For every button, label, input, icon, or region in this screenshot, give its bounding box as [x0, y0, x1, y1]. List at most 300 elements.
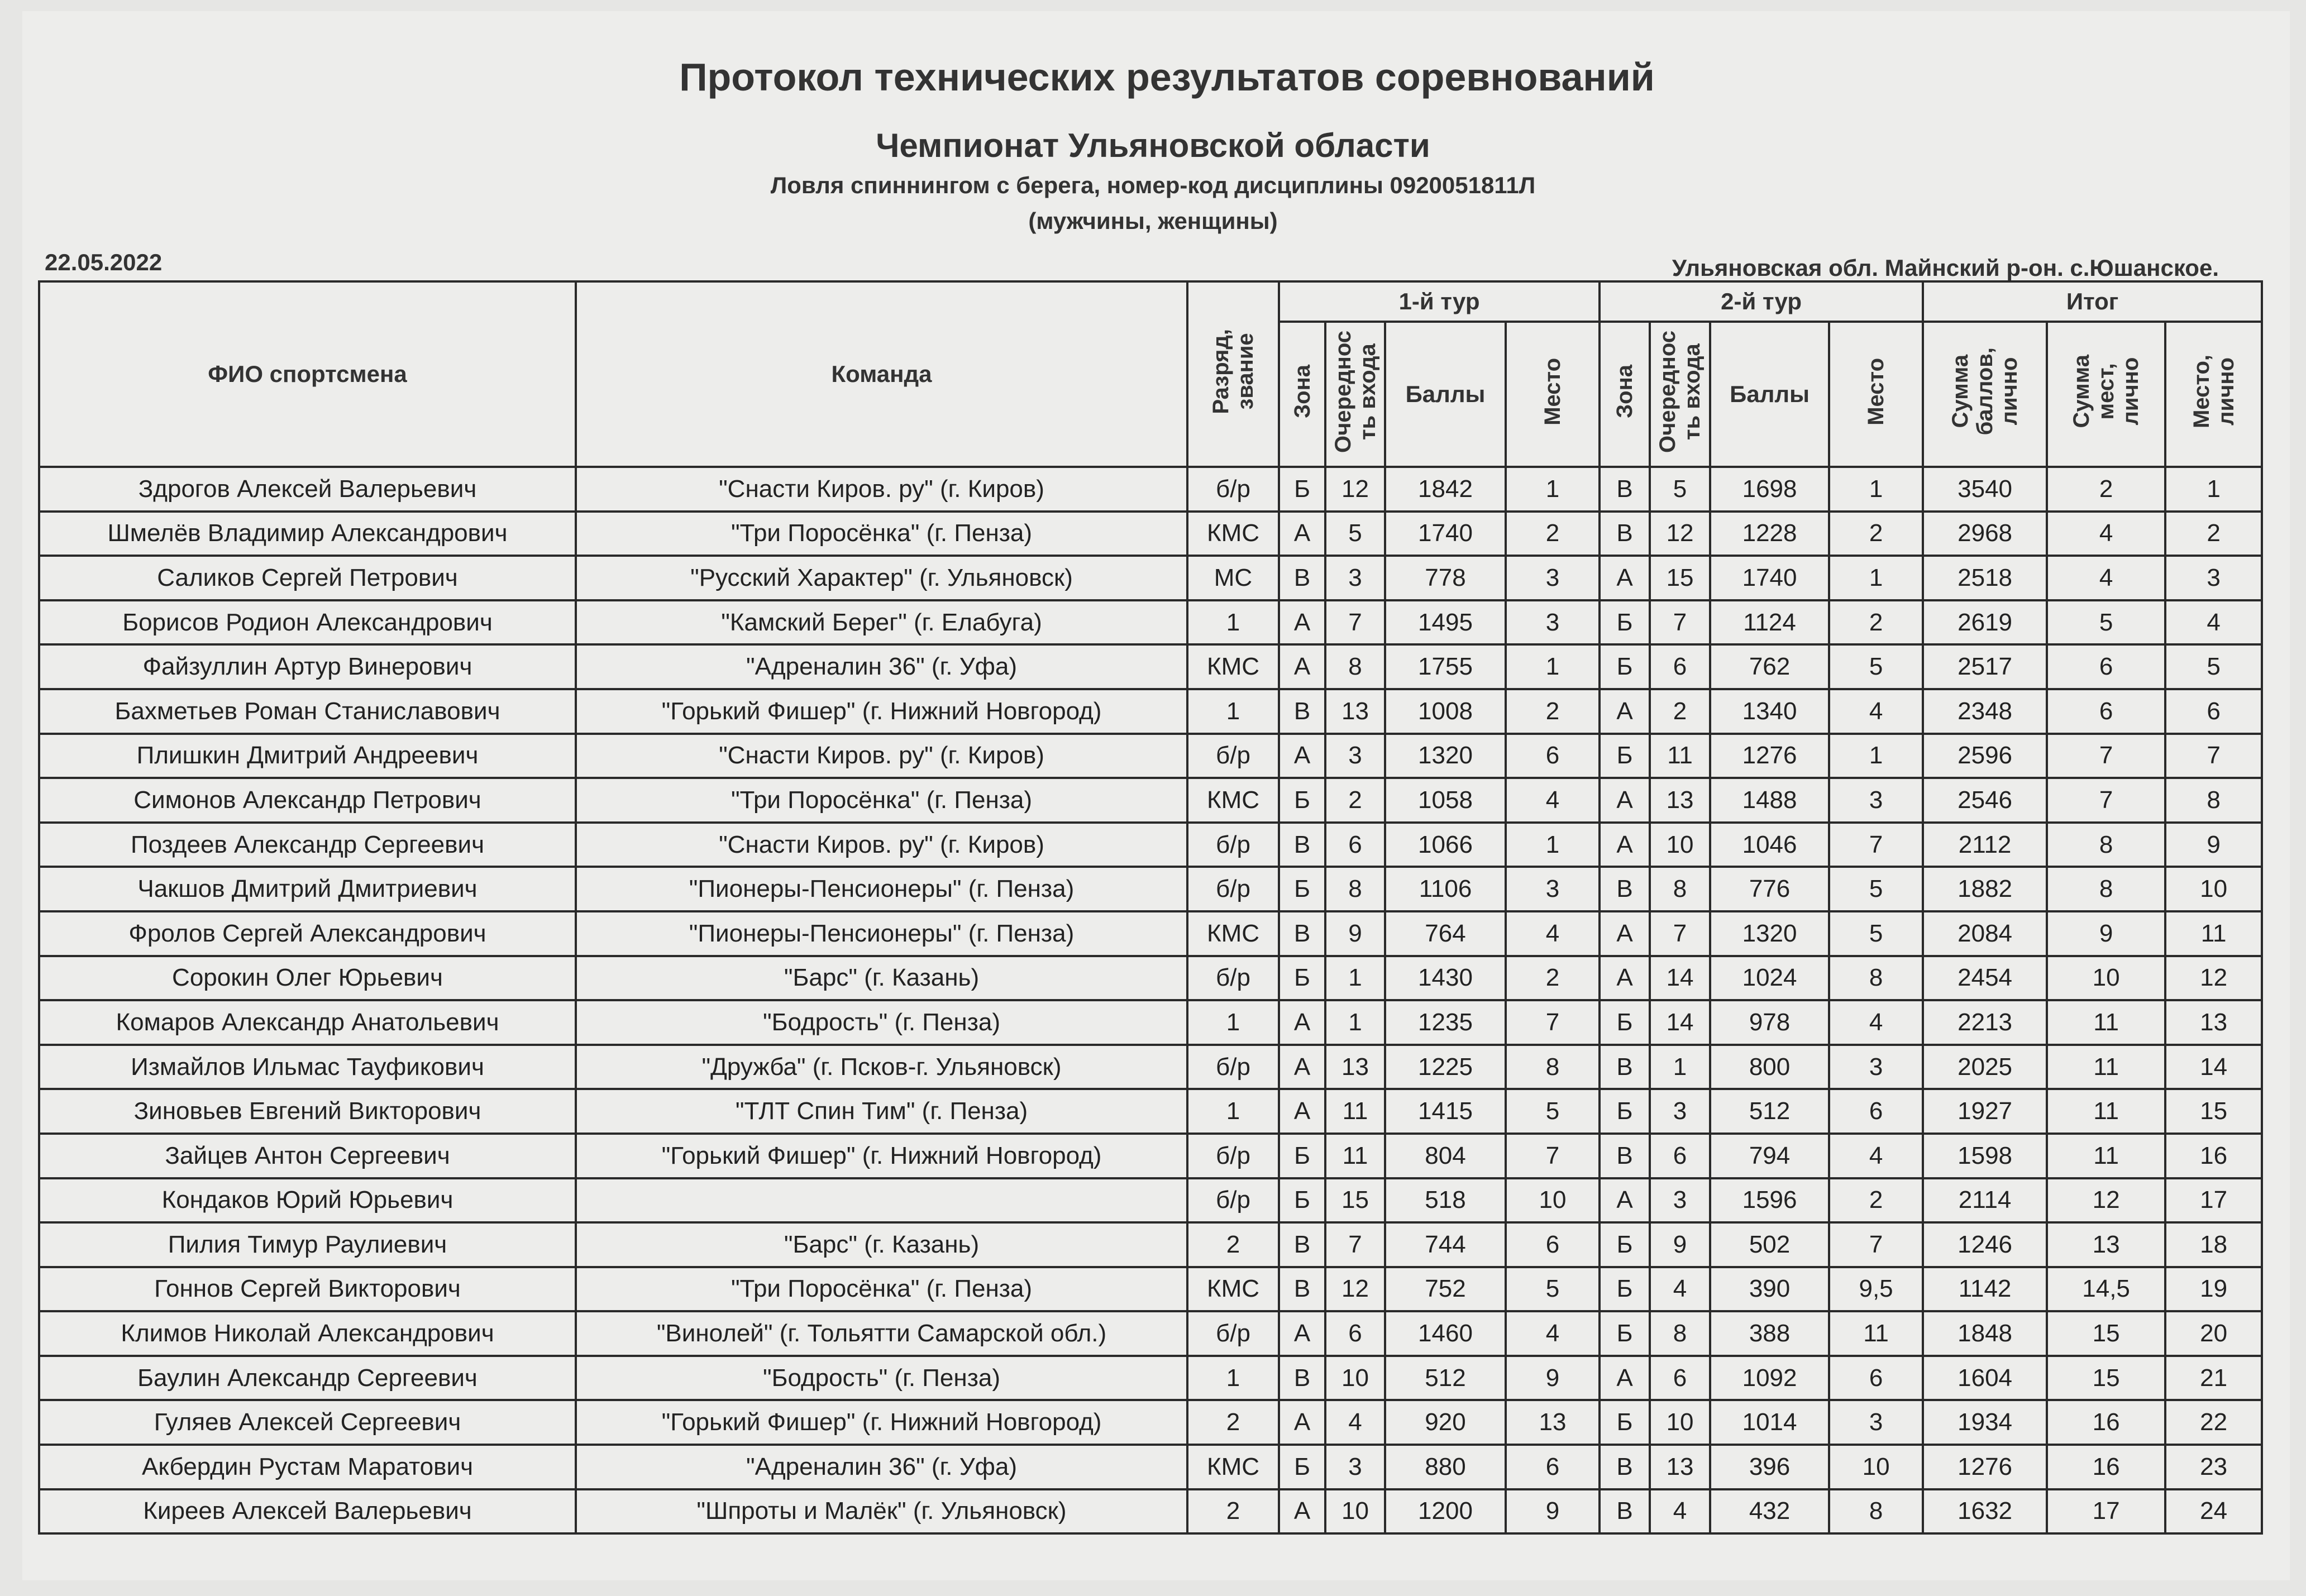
cell-team: "Снасти Киров. ру" (г. Киров) — [576, 467, 1187, 512]
cell-final-place: 1 — [2165, 467, 2262, 512]
cell-r1-place: 1 — [1506, 467, 1600, 512]
cell-r2-points: 1124 — [1710, 600, 1829, 645]
cell-rank: 1 — [1187, 689, 1279, 734]
cell-sum-points: 2348 — [1923, 689, 2047, 734]
table-row — [39, 1356, 2262, 1401]
cell-r2-zone: В — [1600, 867, 1650, 911]
cell-athlete-name: Зиновьев Евгений Викторович — [39, 1089, 576, 1134]
header-team: Команда — [576, 281, 1187, 467]
header-sum-places-label: Сумма мест, лично — [2069, 355, 2143, 428]
header-r1-zone-label: Зона — [1290, 365, 1315, 418]
table-row — [39, 1045, 2262, 1090]
cell-rank: 1 — [1187, 1356, 1279, 1401]
cell-final-place: 4 — [2165, 600, 2262, 645]
table-row — [39, 1089, 2262, 1134]
discipline-line: Ловля спиннингом с берега, номер-код дисциплины 0920051811Л — [770, 172, 1536, 198]
cell-r2-order: 8 — [1650, 1311, 1710, 1356]
cell-r1-order: 2 — [1325, 778, 1385, 823]
cell-r1-place: 2 — [1506, 512, 1600, 556]
cell-r2-order: 1 — [1650, 1045, 1710, 1090]
cell-final-place: 20 — [2165, 1311, 2262, 1356]
cell-sum-points: 2025 — [1923, 1045, 2047, 1090]
cell-r1-points: 518 — [1385, 1178, 1506, 1223]
cell-rank: КМС — [1187, 1445, 1279, 1489]
table-row — [39, 644, 2262, 689]
cell-r2-order: 5 — [1650, 467, 1710, 512]
cell-r1-place: 7 — [1506, 1000, 1600, 1045]
cell-sum-points: 1246 — [1923, 1222, 2047, 1267]
cell-rank: 1 — [1187, 1000, 1279, 1045]
cell-r2-points: 776 — [1710, 867, 1829, 911]
gender-line: (мужчины, женщины) — [1028, 208, 1278, 234]
cell-final-place: 2 — [2165, 512, 2262, 556]
cell-r2-points: 1228 — [1710, 512, 1829, 556]
cell-rank: б/р — [1187, 956, 1279, 1001]
cell-r1-zone: Б — [1279, 1134, 1325, 1178]
cell-r2-zone: А — [1600, 956, 1650, 1001]
header-sum-points — [1923, 322, 2047, 467]
cell-sum-points: 2084 — [1923, 911, 2047, 956]
cell-r1-order: 7 — [1325, 1222, 1385, 1267]
cell-r2-zone: В — [1600, 1489, 1650, 1534]
header-final-place-label: Место, лично — [2189, 355, 2238, 428]
championship-title: Чемпионат Ульяновской области — [876, 127, 1430, 164]
cell-sum-points: 2546 — [1923, 778, 2047, 823]
header-r1-points: Баллы — [1385, 322, 1506, 467]
cell-r2-order: 13 — [1650, 1445, 1710, 1489]
header-round-1: 1-й тур — [1279, 281, 1600, 322]
cell-r2-points: 794 — [1710, 1134, 1829, 1178]
cell-sum-places: 12 — [2047, 1178, 2165, 1223]
cell-r2-points: 1024 — [1710, 956, 1829, 1001]
cell-r1-zone: А — [1279, 1045, 1325, 1090]
cell-r2-zone: А — [1600, 556, 1650, 600]
cell-r1-place: 8 — [1506, 1045, 1600, 1090]
cell-r1-zone: А — [1279, 1089, 1325, 1134]
cell-rank: б/р — [1187, 1311, 1279, 1356]
cell-r1-zone: Б — [1279, 467, 1325, 512]
cell-r2-zone: А — [1600, 1356, 1650, 1401]
cell-r1-points: 778 — [1385, 556, 1506, 600]
cell-sum-places: 15 — [2047, 1356, 2165, 1401]
header-r1-place — [1506, 322, 1600, 467]
cell-r2-place: 1 — [1829, 556, 1923, 600]
cell-r1-order: 3 — [1325, 1445, 1385, 1489]
cell-sum-places: 6 — [2047, 644, 2165, 689]
cell-final-place: 12 — [2165, 956, 2262, 1001]
cell-rank: МС — [1187, 556, 1279, 600]
cell-athlete-name: Гоннов Сергей Викторович — [39, 1267, 576, 1312]
cell-r1-zone: А — [1279, 1311, 1325, 1356]
cell-r1-zone: В — [1279, 1356, 1325, 1401]
cell-athlete-name: Измайлов Ильмас Тауфикович — [39, 1045, 576, 1090]
cell-r2-place: 8 — [1829, 956, 1923, 1001]
cell-sum-points: 2454 — [1923, 956, 2047, 1001]
cell-final-place: 6 — [2165, 689, 2262, 734]
cell-r1-zone: В — [1279, 556, 1325, 600]
header-sum-points-label: Сумма баллов, лично — [1948, 347, 2022, 436]
cell-r2-order: 9 — [1650, 1222, 1710, 1267]
cell-team: "Три Поросёнка" (г. Пенза) — [576, 778, 1187, 823]
cell-sum-points: 2213 — [1923, 1000, 2047, 1045]
cell-r1-place: 1 — [1506, 823, 1600, 867]
cell-sum-points: 1927 — [1923, 1089, 2047, 1134]
cell-r1-order: 5 — [1325, 512, 1385, 556]
cell-rank: КМС — [1187, 778, 1279, 823]
cell-r1-order: 12 — [1325, 467, 1385, 512]
cell-rank: КМС — [1187, 911, 1279, 956]
cell-athlete-name: Шмелёв Владимир Александрович — [39, 512, 576, 556]
table-row — [39, 467, 2262, 512]
cell-r2-order: 10 — [1650, 823, 1710, 867]
cell-r2-place: 3 — [1829, 1400, 1923, 1445]
cell-r2-place: 1 — [1829, 467, 1923, 512]
cell-r1-place: 6 — [1506, 1222, 1600, 1267]
cell-athlete-name: Поздеев Александр Сергеевич — [39, 823, 576, 867]
cell-sum-places: 10 — [2047, 956, 2165, 1001]
cell-team: "Дружба" (г. Псков-г. Ульяновск) — [576, 1045, 1187, 1090]
cell-athlete-name: Бахметьев Роман Станиславович — [39, 689, 576, 734]
cell-sum-points: 1142 — [1923, 1267, 2047, 1312]
cell-sum-points: 2518 — [1923, 556, 2047, 600]
cell-rank: 2 — [1187, 1400, 1279, 1445]
cell-sum-points: 1848 — [1923, 1311, 2047, 1356]
cell-r1-order: 9 — [1325, 911, 1385, 956]
header-round-2: 2-й тур — [1600, 281, 1923, 322]
cell-r2-order: 8 — [1650, 867, 1710, 911]
cell-r2-points: 1698 — [1710, 467, 1829, 512]
cell-rank: б/р — [1187, 734, 1279, 778]
cell-r1-order: 13 — [1325, 689, 1385, 734]
cell-r2-place: 6 — [1829, 1089, 1923, 1134]
cell-r2-place: 1 — [1829, 734, 1923, 778]
header-r2-points: Баллы — [1710, 322, 1829, 467]
cell-sum-places: 15 — [2047, 1311, 2165, 1356]
cell-r1-points: 1755 — [1385, 644, 1506, 689]
cell-athlete-name: Чакшов Дмитрий Дмитриевич — [39, 867, 576, 911]
protocol-title: Протокол технических результатов соревнований — [679, 55, 1655, 99]
cell-sum-places: 13 — [2047, 1222, 2165, 1267]
cell-r2-points: 978 — [1710, 1000, 1829, 1045]
cell-team: "Снасти Киров. ру" (г. Киров) — [576, 823, 1187, 867]
cell-r1-points: 1200 — [1385, 1489, 1506, 1534]
cell-r2-zone: А — [1600, 689, 1650, 734]
cell-r2-points: 432 — [1710, 1489, 1829, 1534]
cell-r1-order: 7 — [1325, 600, 1385, 645]
cell-r2-points: 1740 — [1710, 556, 1829, 600]
cell-r1-points: 1842 — [1385, 467, 1506, 512]
cell-r1-points: 1235 — [1385, 1000, 1506, 1045]
cell-r1-place: 4 — [1506, 1311, 1600, 1356]
cell-r1-zone: А — [1279, 512, 1325, 556]
cell-r1-place: 3 — [1506, 600, 1600, 645]
cell-r2-order: 15 — [1650, 556, 1710, 600]
cell-final-place: 7 — [2165, 734, 2262, 778]
cell-r2-points: 1092 — [1710, 1356, 1829, 1401]
cell-sum-points: 3540 — [1923, 467, 2047, 512]
cell-r2-place: 7 — [1829, 823, 1923, 867]
cell-athlete-name: Здрогов Алексей Валерьевич — [39, 467, 576, 512]
cell-r1-points: 804 — [1385, 1134, 1506, 1178]
cell-r2-points: 390 — [1710, 1267, 1829, 1312]
cell-team: "Снасти Киров. ру" (г. Киров) — [576, 734, 1187, 778]
cell-team: "Барс" (г. Казань) — [576, 1222, 1187, 1267]
cell-r1-points: 1320 — [1385, 734, 1506, 778]
cell-r1-place: 3 — [1506, 556, 1600, 600]
table-row — [39, 1178, 2262, 1223]
cell-r2-place: 4 — [1829, 1000, 1923, 1045]
cell-sum-points: 1632 — [1923, 1489, 2047, 1534]
header-r2-place — [1829, 322, 1923, 467]
table-row — [39, 867, 2262, 911]
cell-r2-zone: Б — [1600, 1311, 1650, 1356]
header-r2-order-label: Очереднос ть входа — [1655, 330, 1705, 453]
table-row — [39, 911, 2262, 956]
cell-r1-zone: Б — [1279, 867, 1325, 911]
cell-r1-order: 4 — [1325, 1400, 1385, 1445]
cell-team: "Три Поросёнка" (г. Пенза) — [576, 512, 1187, 556]
header-athlete-name: ФИО спортсмена — [39, 281, 576, 467]
cell-final-place: 11 — [2165, 911, 2262, 956]
cell-sum-places: 2 — [2047, 467, 2165, 512]
cell-r2-place: 2 — [1829, 1178, 1923, 1223]
cell-r2-zone: А — [1600, 823, 1650, 867]
cell-r2-place: 4 — [1829, 1134, 1923, 1178]
cell-r2-order: 7 — [1650, 911, 1710, 956]
cell-r2-order: 14 — [1650, 956, 1710, 1001]
cell-r2-zone: Б — [1600, 1089, 1650, 1134]
table-row — [39, 1489, 2262, 1534]
cell-r1-zone: В — [1279, 1222, 1325, 1267]
cell-sum-places: 5 — [2047, 600, 2165, 645]
cell-sum-places: 11 — [2047, 1089, 2165, 1134]
cell-r1-zone: В — [1279, 823, 1325, 867]
cell-r2-points: 1596 — [1710, 1178, 1829, 1223]
table-row — [39, 689, 2262, 734]
cell-r1-place: 5 — [1506, 1089, 1600, 1134]
cell-r2-points: 1320 — [1710, 911, 1829, 956]
header-sum-places — [2047, 322, 2165, 467]
cell-r1-order: 11 — [1325, 1089, 1385, 1134]
cell-r2-place: 3 — [1829, 1045, 1923, 1090]
header-total: Итог — [1923, 281, 2262, 322]
cell-r2-points: 1014 — [1710, 1400, 1829, 1445]
cell-sum-points: 1276 — [1923, 1445, 2047, 1489]
cell-final-place: 9 — [2165, 823, 2262, 867]
table-row — [39, 956, 2262, 1001]
cell-final-place: 14 — [2165, 1045, 2262, 1090]
cell-r1-points: 1740 — [1385, 512, 1506, 556]
cell-final-place: 15 — [2165, 1089, 2262, 1134]
cell-r2-points: 1276 — [1710, 734, 1829, 778]
cell-sum-places: 11 — [2047, 1134, 2165, 1178]
cell-r2-place: 5 — [1829, 644, 1923, 689]
cell-r1-order: 10 — [1325, 1489, 1385, 1534]
cell-athlete-name: Саликов Сергей Петрович — [39, 556, 576, 600]
cell-final-place: 24 — [2165, 1489, 2262, 1534]
results-body — [39, 467, 2262, 1533]
cell-r1-order: 3 — [1325, 734, 1385, 778]
competition-location: Ульяновская обл. Майнский р-он. с.Юшанское. — [1672, 255, 2219, 281]
cell-r2-place: 2 — [1829, 512, 1923, 556]
cell-r2-order: 11 — [1650, 734, 1710, 778]
cell-r2-order: 4 — [1650, 1489, 1710, 1534]
cell-r1-zone: В — [1279, 689, 1325, 734]
cell-r1-points: 1225 — [1385, 1045, 1506, 1090]
cell-sum-places: 8 — [2047, 823, 2165, 867]
cell-r1-points: 1066 — [1385, 823, 1506, 867]
cell-r2-points: 762 — [1710, 644, 1829, 689]
cell-r1-place: 3 — [1506, 867, 1600, 911]
cell-r1-points: 512 — [1385, 1356, 1506, 1401]
cell-rank: 1 — [1187, 600, 1279, 645]
cell-team: "Барс" (г. Казань) — [576, 956, 1187, 1001]
table-row — [39, 734, 2262, 778]
cell-r1-order: 8 — [1325, 867, 1385, 911]
cell-rank: КМС — [1187, 1267, 1279, 1312]
cell-r2-zone: Б — [1600, 600, 1650, 645]
header-r1-order-label: Очереднос ть входа — [1330, 330, 1380, 453]
table-row — [39, 512, 2262, 556]
cell-r2-order: 7 — [1650, 600, 1710, 645]
cell-r1-zone: А — [1279, 644, 1325, 689]
cell-final-place: 8 — [2165, 778, 2262, 823]
cell-r2-place: 5 — [1829, 867, 1923, 911]
cell-r1-order: 6 — [1325, 1311, 1385, 1356]
cell-r1-order: 12 — [1325, 1267, 1385, 1312]
cell-team: "Винолей" (г. Тольятти Самарской обл.) — [576, 1311, 1187, 1356]
cell-sum-points: 1604 — [1923, 1356, 2047, 1401]
header-r1-order — [1325, 322, 1385, 467]
cell-r2-place: 7 — [1829, 1222, 1923, 1267]
cell-final-place: 13 — [2165, 1000, 2262, 1045]
cell-rank: 2 — [1187, 1489, 1279, 1534]
cell-r2-place: 10 — [1829, 1445, 1923, 1489]
cell-r2-place: 11 — [1829, 1311, 1923, 1356]
cell-r2-place: 3 — [1829, 778, 1923, 823]
cell-sum-points: 1598 — [1923, 1134, 2047, 1178]
cell-final-place: 19 — [2165, 1267, 2262, 1312]
cell-r2-zone: А — [1600, 911, 1650, 956]
cell-athlete-name: Файзуллин Артур Винерович — [39, 644, 576, 689]
header-r2-zone-label: Зона — [1612, 365, 1637, 418]
table-row — [39, 1267, 2262, 1312]
cell-rank: б/р — [1187, 823, 1279, 867]
cell-r1-zone: В — [1279, 1267, 1325, 1312]
cell-r1-points: 1058 — [1385, 778, 1506, 823]
cell-sum-places: 11 — [2047, 1000, 2165, 1045]
cell-r2-points: 502 — [1710, 1222, 1829, 1267]
header-rank-label: Разряд, звание — [1209, 328, 1258, 414]
cell-r2-zone: В — [1600, 1445, 1650, 1489]
cell-r2-zone: А — [1600, 1178, 1650, 1223]
cell-r1-place: 2 — [1506, 956, 1600, 1001]
header-final-place — [2165, 322, 2262, 467]
cell-r1-place: 6 — [1506, 1445, 1600, 1489]
cell-r1-order: 1 — [1325, 956, 1385, 1001]
cell-rank: б/р — [1187, 867, 1279, 911]
cell-r1-place: 6 — [1506, 734, 1600, 778]
cell-sum-places: 14,5 — [2047, 1267, 2165, 1312]
cell-r2-points: 1488 — [1710, 778, 1829, 823]
cell-r1-order: 3 — [1325, 556, 1385, 600]
cell-r1-order: 8 — [1325, 644, 1385, 689]
cell-r2-zone: Б — [1600, 644, 1650, 689]
cell-sum-points: 2619 — [1923, 600, 2047, 645]
cell-r1-zone: А — [1279, 1000, 1325, 1045]
cell-r1-zone: Б — [1279, 956, 1325, 1001]
results-table — [38, 280, 2263, 1535]
header-r2-order — [1650, 322, 1710, 467]
cell-rank: б/р — [1187, 1045, 1279, 1090]
cell-r1-order: 11 — [1325, 1134, 1385, 1178]
cell-r1-order: 15 — [1325, 1178, 1385, 1223]
cell-final-place: 16 — [2165, 1134, 2262, 1178]
cell-sum-places: 8 — [2047, 867, 2165, 911]
cell-team — [576, 1178, 1187, 1223]
cell-athlete-name: Борисов Родион Александрович — [39, 600, 576, 645]
table-row — [39, 1445, 2262, 1489]
cell-r2-zone: В — [1600, 1045, 1650, 1090]
cell-r2-zone: Б — [1600, 734, 1650, 778]
cell-r2-zone: Б — [1600, 1222, 1650, 1267]
cell-rank: 1 — [1187, 1089, 1279, 1134]
cell-team: "Русский Характер" (г. Ульяновск) — [576, 556, 1187, 600]
cell-team: "Адреналин 36" (г. Уфа) — [576, 644, 1187, 689]
cell-team: "Горький Фишер" (г. Нижний Новгород) — [576, 1400, 1187, 1445]
header-r1-place-label: Место — [1540, 357, 1565, 426]
cell-sum-places: 17 — [2047, 1489, 2165, 1534]
cell-final-place: 22 — [2165, 1400, 2262, 1445]
cell-athlete-name: Гуляев Алексей Сергеевич — [39, 1400, 576, 1445]
cell-athlete-name: Баулин Александр Сергеевич — [39, 1356, 576, 1401]
cell-r1-order: 13 — [1325, 1045, 1385, 1090]
cell-athlete-name: Симонов Александр Петрович — [39, 778, 576, 823]
cell-r1-zone: Б — [1279, 1445, 1325, 1489]
cell-athlete-name: Зайцев Антон Сергеевич — [39, 1134, 576, 1178]
header-r1-zone — [1279, 322, 1325, 467]
cell-sum-places: 9 — [2047, 911, 2165, 956]
cell-r1-order: 6 — [1325, 823, 1385, 867]
cell-r1-place: 5 — [1506, 1267, 1600, 1312]
cell-r1-points: 744 — [1385, 1222, 1506, 1267]
cell-r2-place: 9,5 — [1829, 1267, 1923, 1312]
cell-team: "Пионеры-Пенсионеры" (г. Пенза) — [576, 867, 1187, 911]
cell-sum-places: 6 — [2047, 689, 2165, 734]
cell-r1-points: 1460 — [1385, 1311, 1506, 1356]
cell-team: "Адреналин 36" (г. Уфа) — [576, 1445, 1187, 1489]
cell-r1-order: 1 — [1325, 1000, 1385, 1045]
cell-r2-order: 13 — [1650, 778, 1710, 823]
cell-r1-zone: А — [1279, 1489, 1325, 1534]
cell-r1-zone: А — [1279, 734, 1325, 778]
cell-r1-zone: А — [1279, 1400, 1325, 1445]
table-row — [39, 1311, 2262, 1356]
cell-athlete-name: Климов Николай Александрович — [39, 1311, 576, 1356]
cell-r2-order: 14 — [1650, 1000, 1710, 1045]
cell-r2-order: 2 — [1650, 689, 1710, 734]
cell-sum-points: 2596 — [1923, 734, 2047, 778]
table-row — [39, 1134, 2262, 1178]
cell-sum-places: 16 — [2047, 1400, 2165, 1445]
cell-r2-points: 396 — [1710, 1445, 1829, 1489]
cell-team: "Камский Берег" (г. Елабуга) — [576, 600, 1187, 645]
cell-athlete-name: Киреев Алексей Валерьевич — [39, 1489, 576, 1534]
header-r2-zone — [1600, 322, 1650, 467]
cell-final-place: 3 — [2165, 556, 2262, 600]
cell-r1-zone: А — [1279, 600, 1325, 645]
cell-r1-points: 764 — [1385, 911, 1506, 956]
